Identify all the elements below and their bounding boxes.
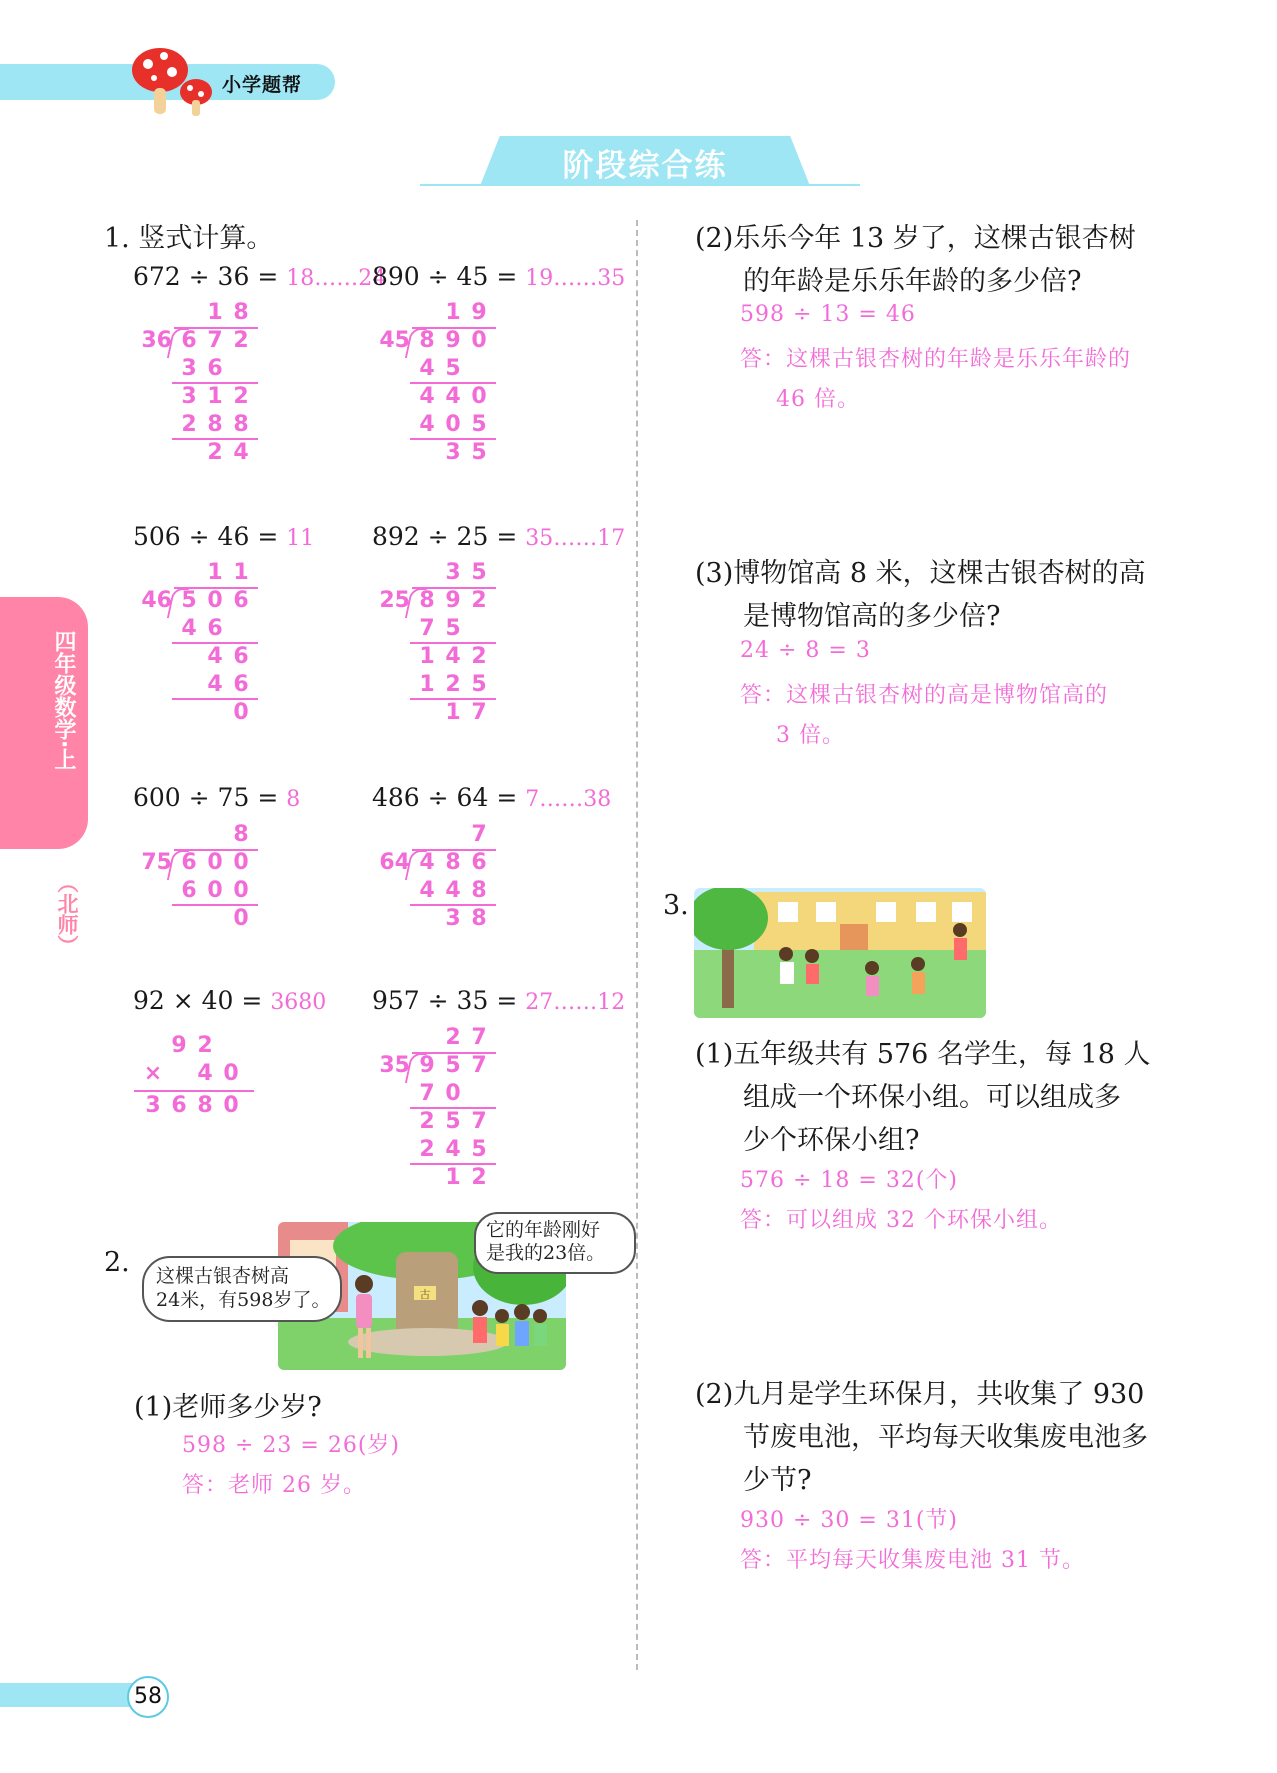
problem-6-answer: 7……38 bbox=[525, 787, 612, 812]
problem-3-answer: 11 bbox=[286, 526, 315, 551]
q3-sub1-answer: 答：可以组成 32 个环保小组。 bbox=[740, 1208, 1062, 1233]
column-divider bbox=[636, 220, 638, 1670]
speech-bubble-right bbox=[474, 1212, 636, 1274]
problem-1-expr: 672 ÷ 36 = 18……24 bbox=[133, 262, 387, 291]
quotient-digit: 3 bbox=[445, 560, 461, 585]
mult-bottom-digit: 0 bbox=[223, 1061, 239, 1086]
dividend-digit: 5 bbox=[181, 588, 197, 613]
step-digit: 7 bbox=[471, 1109, 487, 1134]
q2-label: 2. bbox=[104, 1247, 130, 1278]
step-digit: 0 bbox=[445, 1081, 461, 1106]
quotient-digit: 1 bbox=[233, 560, 249, 585]
step-digit: 6 bbox=[233, 672, 249, 697]
dividend-digit: 6 bbox=[181, 328, 197, 353]
dividend-digit: 7 bbox=[471, 1053, 487, 1078]
q3-sub1-question-line3: 少个环保小组? bbox=[743, 1125, 920, 1156]
long-division-4 bbox=[368, 560, 608, 760]
quotient-digit: 2 bbox=[445, 1025, 461, 1050]
step-digit: 7 bbox=[419, 1081, 435, 1106]
dividend-digit: 0 bbox=[207, 850, 223, 875]
problem-5-expr: 600 ÷ 75 = 8 bbox=[133, 783, 301, 812]
q3-sub2-question-line2: 节废电池，平均每天收集废电池多 bbox=[743, 1422, 1148, 1453]
dividend-digit: 2 bbox=[471, 588, 487, 613]
step-digit: 0 bbox=[233, 878, 249, 903]
multiplication-work bbox=[130, 1033, 370, 1123]
q2-sub3-work: 24 ÷ 8 = 3 bbox=[740, 638, 871, 663]
dividend-digit: 9 bbox=[445, 588, 461, 613]
divisor: 64 bbox=[379, 850, 410, 875]
step-digit: 1 bbox=[207, 384, 223, 409]
dividend-digit: 2 bbox=[233, 328, 249, 353]
step-digit: 4 bbox=[445, 878, 461, 903]
long-division-5 bbox=[130, 822, 370, 1022]
problem-8-answer: 27……12 bbox=[525, 990, 626, 1015]
quotient-digit: 8 bbox=[233, 300, 249, 325]
step-digit: 1 bbox=[419, 672, 435, 697]
mult-result-digit: 6 bbox=[171, 1093, 187, 1118]
q2-sub3-answer-line2: 3 倍。 bbox=[776, 723, 845, 748]
q2-sub1-answer: 答：老师 26 岁。 bbox=[182, 1473, 366, 1498]
q3-sub1-question-line2: 组成一个环保小组。可以组成多 bbox=[743, 1082, 1121, 1113]
step-digit: 2 bbox=[419, 1109, 435, 1134]
step-digit: 5 bbox=[445, 356, 461, 381]
step-digit: 2 bbox=[207, 440, 223, 465]
step-digit: 4 bbox=[445, 1137, 461, 1162]
q2-sub2-question-line2: 的年龄是乐乐年龄的多少倍? bbox=[743, 266, 1082, 297]
step-digit: 2 bbox=[471, 1165, 487, 1190]
q2-sub2-work: 598 ÷ 13 = 46 bbox=[740, 302, 916, 327]
step-digit: 0 bbox=[233, 906, 249, 931]
step-digit: 8 bbox=[471, 906, 487, 931]
quotient-digit: 1 bbox=[207, 560, 223, 585]
q3-sub2-question-line1: (2)九月是学生环保月，共收集了 930 bbox=[695, 1379, 1145, 1410]
step-digit: 0 bbox=[445, 412, 461, 437]
q2-sub3-question-line2: 是博物馆高的多少倍? bbox=[743, 601, 1001, 632]
mult-top-digit: 9 bbox=[171, 1033, 187, 1058]
divisor: 35 bbox=[379, 1053, 410, 1078]
problem-4-expr: 892 ÷ 25 = 35……17 bbox=[372, 522, 626, 551]
quotient-digit: 5 bbox=[471, 560, 487, 585]
dividend-digit: 7 bbox=[207, 328, 223, 353]
page-number: 58 bbox=[127, 1676, 169, 1718]
divisor: 75 bbox=[141, 850, 172, 875]
step-digit: 8 bbox=[207, 412, 223, 437]
q1-label: 1. 竖式计算。 bbox=[104, 223, 274, 254]
q2-sub1-question: (1)老师多少岁? bbox=[134, 1392, 322, 1423]
step-digit: 5 bbox=[471, 1137, 487, 1162]
step-digit: 4 bbox=[419, 384, 435, 409]
divisor: 46 bbox=[141, 588, 172, 613]
q3-sub2-answer: 答：平均每天收集废电池 31 节。 bbox=[740, 1548, 1085, 1573]
dividend-digit: 5 bbox=[445, 1053, 461, 1078]
step-digit: 6 bbox=[207, 616, 223, 641]
divisor: 36 bbox=[141, 328, 172, 353]
q3-sub2-work: 930 ÷ 30 = 31(节) bbox=[740, 1508, 958, 1533]
step-digit: 7 bbox=[419, 616, 435, 641]
dividend-digit: 0 bbox=[207, 588, 223, 613]
quotient-digit: 1 bbox=[445, 300, 461, 325]
brand-label: 小学题帮 bbox=[222, 74, 303, 96]
step-digit: 4 bbox=[419, 412, 435, 437]
dividend-digit: 8 bbox=[445, 850, 461, 875]
step-digit: 4 bbox=[207, 672, 223, 697]
dividend-digit: 6 bbox=[233, 588, 249, 613]
long-division-1 bbox=[130, 300, 370, 500]
mushroom-icon bbox=[128, 44, 223, 119]
tree-sign-text: 古 bbox=[419, 1288, 431, 1301]
step-digit: 6 bbox=[233, 644, 249, 669]
q3-sub1-work: 576 ÷ 18 = 32(个) bbox=[740, 1168, 958, 1193]
q2-sub1-work: 598 ÷ 23 = 26(岁) bbox=[182, 1433, 400, 1458]
mult-result-digit: 0 bbox=[223, 1093, 239, 1118]
bubble-right-line1: 它的年龄刚好 bbox=[486, 1219, 601, 1241]
step-digit: 0 bbox=[207, 878, 223, 903]
divisor: 45 bbox=[379, 328, 410, 353]
step-digit: 0 bbox=[233, 700, 249, 725]
step-digit: 2 bbox=[445, 672, 461, 697]
problem-1-answer: 18……24 bbox=[286, 266, 387, 291]
step-digit: 2 bbox=[419, 1137, 435, 1162]
step-digit: 6 bbox=[181, 878, 197, 903]
long-division-3 bbox=[130, 560, 370, 760]
step-digit: 6 bbox=[207, 356, 223, 381]
q3-sub2-question-line3: 少节? bbox=[743, 1465, 812, 1496]
long-division-8 bbox=[368, 1025, 608, 1225]
step-digit: 4 bbox=[181, 616, 197, 641]
step-digit: 1 bbox=[445, 1165, 461, 1190]
quotient-digit: 8 bbox=[233, 822, 249, 847]
mult-top-digit: 2 bbox=[197, 1033, 213, 1058]
step-digit: 2 bbox=[471, 644, 487, 669]
step-digit: 4 bbox=[445, 384, 461, 409]
q3-sub1-question-line1: (1)五年级共有 576 名学生，每 18 人 bbox=[695, 1039, 1151, 1070]
q2-sub3-answer-line1: 答：这棵古银杏树的高是博物馆高的 bbox=[740, 683, 1109, 708]
dividend-digit: 4 bbox=[419, 850, 435, 875]
mult-result-digit: 8 bbox=[197, 1093, 213, 1118]
step-digit: 8 bbox=[471, 878, 487, 903]
mult-line bbox=[134, 1090, 254, 1092]
step-digit: 4 bbox=[445, 644, 461, 669]
quotient-digit: 1 bbox=[207, 300, 223, 325]
long-division-6 bbox=[368, 822, 608, 1022]
side-tab-edition: （北师） bbox=[55, 872, 79, 956]
step-digit: 3 bbox=[445, 906, 461, 931]
problem-2-answer: 19……35 bbox=[525, 266, 626, 291]
problem-5-answer: 8 bbox=[286, 787, 301, 812]
step-digit: 4 bbox=[207, 644, 223, 669]
step-digit: 5 bbox=[445, 1109, 461, 1134]
step-digit: 1 bbox=[445, 700, 461, 725]
step-digit: 3 bbox=[181, 384, 197, 409]
environment-group-illustration bbox=[694, 888, 986, 1018]
page-title: 阶段综合练 bbox=[562, 148, 728, 184]
footer-band bbox=[0, 1683, 140, 1707]
dividend-digit: 6 bbox=[471, 850, 487, 875]
q2-sub3-question-line1: (3)博物馆高 8 米，这棵古银杏树的高 bbox=[695, 558, 1146, 589]
bubble-left-line1: 这棵古银杏树高 bbox=[156, 1265, 290, 1287]
step-digit: 0 bbox=[471, 384, 487, 409]
problem-4-answer: 35……17 bbox=[525, 526, 626, 551]
problem-6-expr: 486 ÷ 64 = 7……38 bbox=[372, 783, 612, 812]
quotient-digit: 7 bbox=[471, 822, 487, 847]
q2-sub2-answer-line2: 46 倍。 bbox=[776, 387, 860, 412]
step-digit: 4 bbox=[233, 440, 249, 465]
problem-8-expr: 957 ÷ 35 = 27……12 bbox=[372, 986, 626, 1015]
mult-operator: × bbox=[143, 1061, 163, 1086]
step-digit: 5 bbox=[471, 412, 487, 437]
step-digit: 2 bbox=[181, 412, 197, 437]
dividend-digit: 8 bbox=[419, 328, 435, 353]
dividend-digit: 0 bbox=[233, 850, 249, 875]
speech-bubble-left bbox=[142, 1256, 342, 1322]
step-digit: 1 bbox=[419, 644, 435, 669]
quotient-digit: 7 bbox=[471, 1025, 487, 1050]
step-digit: 4 bbox=[419, 356, 435, 381]
problem-2-expr: 890 ÷ 45 = 19……35 bbox=[372, 262, 626, 291]
dividend-digit: 9 bbox=[419, 1053, 435, 1078]
dividend-digit: 0 bbox=[471, 328, 487, 353]
step-digit: 2 bbox=[233, 384, 249, 409]
step-digit: 7 bbox=[471, 700, 487, 725]
problem-7-answer: 3680 bbox=[270, 990, 327, 1015]
step-digit: 8 bbox=[233, 412, 249, 437]
divisor: 25 bbox=[379, 588, 410, 613]
step-digit: 5 bbox=[471, 672, 487, 697]
q3-label: 3. bbox=[663, 890, 689, 921]
bubble-left-line2: 24米，有598岁了。 bbox=[156, 1289, 331, 1311]
step-digit: 5 bbox=[471, 440, 487, 465]
long-division-2 bbox=[368, 300, 608, 500]
q2-sub2-answer-line1: 答：这棵古银杏树的年龄是乐乐年龄的 bbox=[740, 347, 1132, 372]
dividend-digit: 6 bbox=[181, 850, 197, 875]
dividend-digit: 8 bbox=[419, 588, 435, 613]
q2-sub2-question-line1: (2)乐乐今年 13 岁了，这棵古银杏树 bbox=[695, 223, 1136, 254]
bubble-right-line2: 是我的23倍。 bbox=[486, 1242, 606, 1264]
side-tab-grade: 四年级数学·上 bbox=[51, 630, 76, 771]
step-digit: 3 bbox=[181, 356, 197, 381]
problem-7-expr: 92 × 40 = 3680 bbox=[133, 986, 327, 1015]
step-digit: 3 bbox=[445, 440, 461, 465]
mult-result-digit: 3 bbox=[145, 1093, 161, 1118]
step-digit: 5 bbox=[445, 616, 461, 641]
step-digit: 4 bbox=[419, 878, 435, 903]
dividend-digit: 9 bbox=[445, 328, 461, 353]
mult-bottom-digit: 4 bbox=[197, 1061, 213, 1086]
quotient-digit: 9 bbox=[471, 300, 487, 325]
problem-3-expr: 506 ÷ 46 = 11 bbox=[133, 522, 315, 551]
